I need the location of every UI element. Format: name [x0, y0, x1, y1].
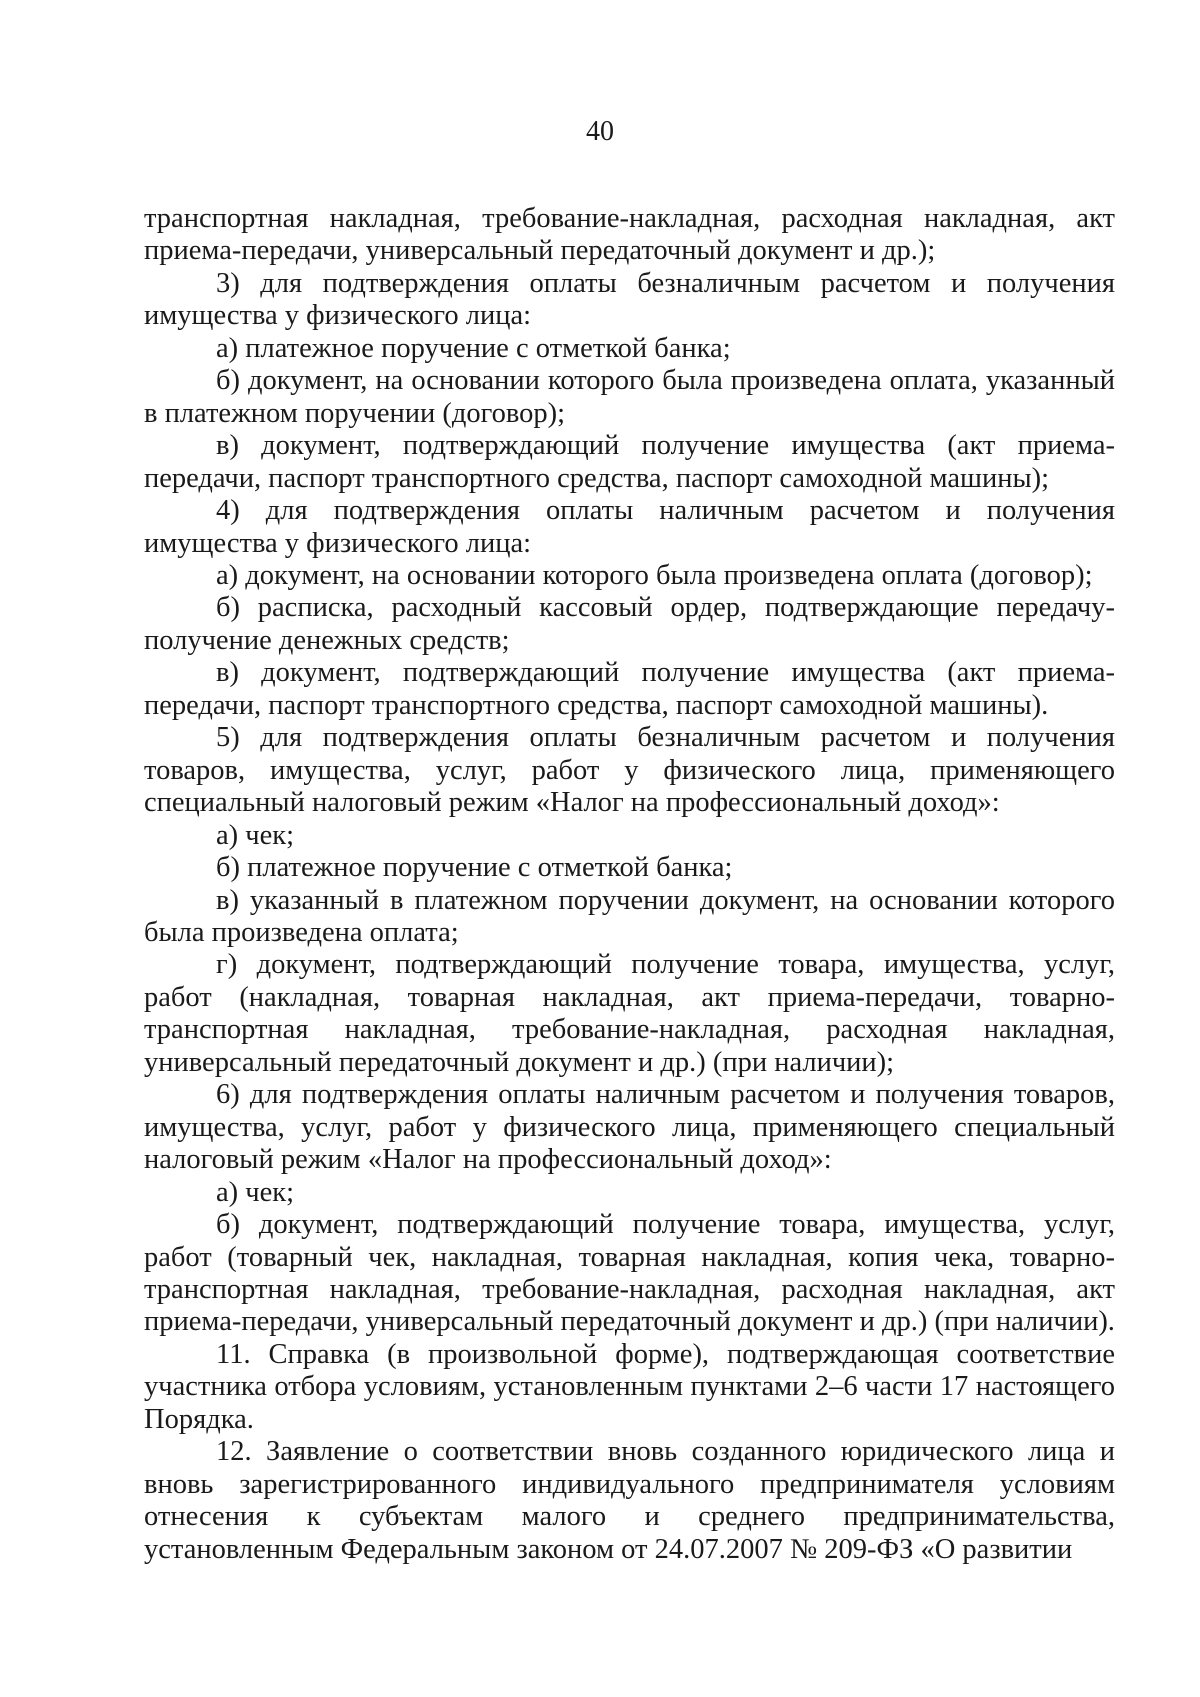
paragraph-item-5b: б) платежное поручение с отметкой банка; [216, 852, 733, 884]
paragraph-section-11: 11. Справка (в произвольной форме), подтверждающая соответствие участника отбора условиям, установленным пунктами 2–6 части 17 настоящего Порядка. [144, 1338, 1115, 1435]
paragraph-item-6: 6) для подтверждения оплаты наличным расчетом и получения товаров, имущества, услуг, работ у физического лица, применяющего специальный налоговый режим «Налог на профессиональный доход»: [144, 1079, 1115, 1176]
paragraph-item-3b: б) документ, на основании которого была произведена оплата, указанный в платежном поручении (договор); [144, 365, 1115, 429]
paragraph-item-3: 3) для подтверждения оплаты безналичным расчетом и получения имущества у физического лица: [144, 267, 1115, 332]
paragraph-item-4a: а) документ, на основании которого была произведена оплата (договор); [216, 559, 1093, 591]
paragraph-continuation: транспортная накладная, требование-накладная, расходная накладная, акт приема-передачи, универсальный передаточный документ и др.); [144, 203, 1115, 267]
paragraph-item-4: 4) для подтверждения оплаты наличным расчетом и получения имущества у физического лица: [144, 495, 1115, 559]
paragraph-item-4b: б) расписка, расходный кассовый ордер, подтверждающие передачу-получение денежных средств; [144, 592, 1115, 656]
paragraph-item-3a: а) платежное поручение с отметкой банка; [216, 332, 731, 364]
paragraph-item-6b: б) документ, подтверждающий получение товара, имущества, услуг, работ (товарный чек, накладная, товарная накладная, копия чека, товарно-транспортная накладная, требование-накладная, расходная накладная, акт приема-передачи, универсальный передаточный документ и др.) (при наличии). [144, 1209, 1115, 1338]
paragraph-item-3v: в) документ, подтверждающий получение имущества (акт приема-передачи, паспорт транспортного средства, паспорт самоходной машины); [144, 430, 1115, 494]
paragraph-item-5a: а) чек; [216, 819, 295, 851]
page-number: 40 [586, 116, 614, 147]
paragraph-section-12: 12. Заявление о соответствии вновь созданного юридического лица и вновь зарегистрированного индивидуального предпринимателя условиям отнесения к субъектам малого и среднего предпринимательства, установленным Федеральным законом от 24.07.2007 № 209-ФЗ «О развитии [144, 1436, 1115, 1565]
paragraph-item-5: 5) для подтверждения оплаты безналичным расчетом и получения товаров, имущества, услуг, работ у физического лица, применяющего специальный налоговый режим «Налог на профессиональный доход»: [144, 722, 1115, 819]
paragraph-item-5v: в) указанный в платежном поручении документ, на основании которого была произведена оплата; [144, 884, 1115, 948]
paragraph-item-5g: г) документ, подтверждающий получение товара, имущества, услуг, работ (накладная, товарная накладная, акт приема-передачи, товарно-транспортная накладная, требование-накладная, расходная накладная, универсальный передаточный документ и др.) (при наличии); [144, 949, 1115, 1078]
paragraph-item-4v: в) документ, подтверждающий получение имущества (акт приема-передачи, паспорт транспортного средства, паспорт самоходной машины). [144, 657, 1115, 721]
document-body [144, 203, 1115, 1566]
paragraph-item-6a: а) чек; [216, 1176, 295, 1208]
